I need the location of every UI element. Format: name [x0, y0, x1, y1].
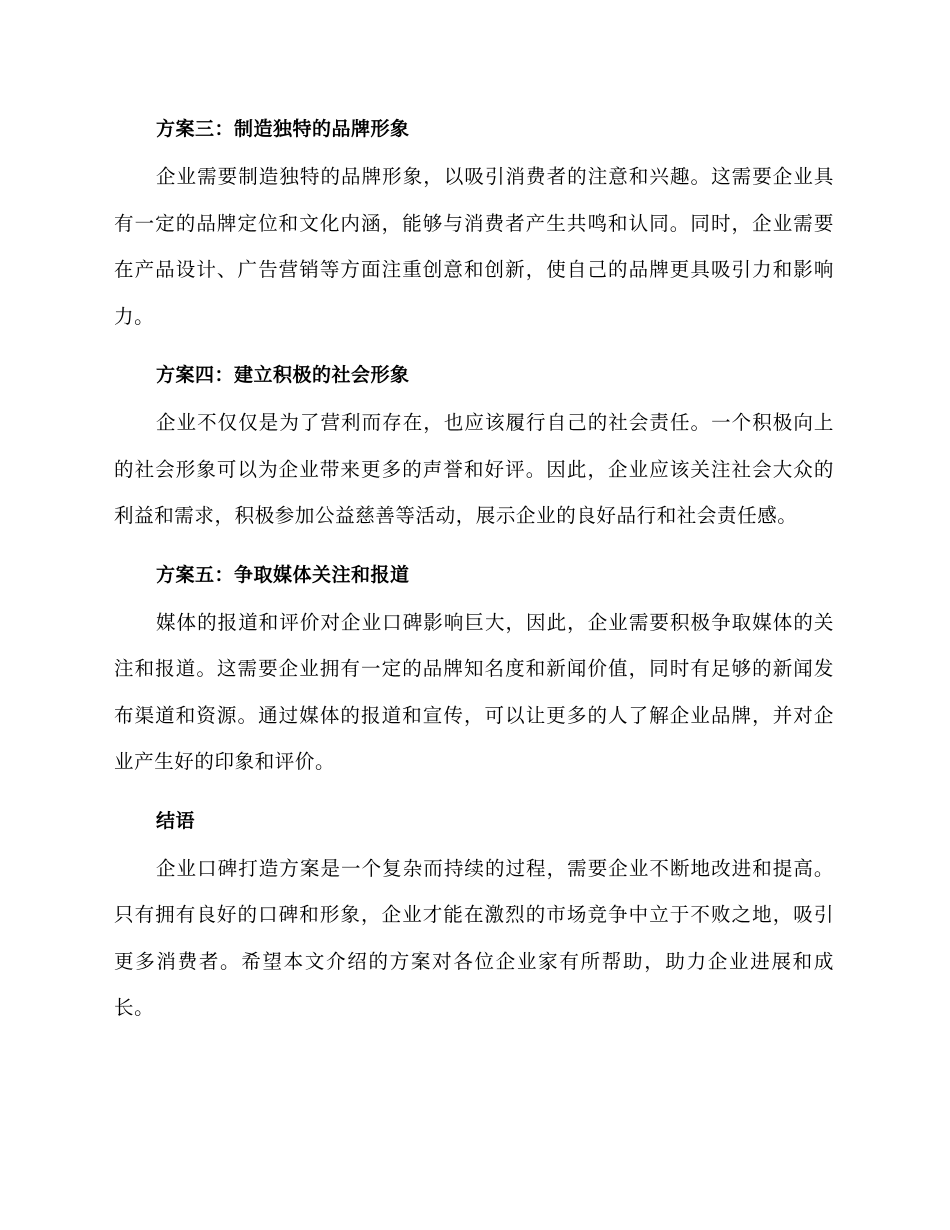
- section-plan-three: [114, 104, 834, 340]
- section-paragraph: 媒体的报道和评价对企业口碑影响巨大，因此，企业需要积极争取媒体的关注和报道。这需要企业拥有一定的品牌知名度和新闻价值，同时有足够的新闻发布渠道和资源。通过媒体的报道和宣传，可以让更多的人了解企业品牌，并对企业产生好的印象和评价。: [114, 610, 834, 773]
- section-plan-five: [114, 550, 834, 786]
- section-heading: 结语: [156, 809, 196, 832]
- document-body: [114, 104, 834, 1032]
- section-paragraph: 企业口碑打造方案是一个复杂而持续的过程，需要企业不断地改进和提高。只有拥有良好的口碑和形象，企业才能在激烈的市场竞争中立于不败之地，吸引更多消费者。希望本文介绍的方案对各位企业家有所帮助，助力企业进展和成长。: [114, 856, 834, 1019]
- section-heading: 方案三：制造独特的品牌形象: [156, 118, 410, 140]
- section-paragraph: 企业需要制造独特的品牌形象，以吸引消费者的注意和兴趣。这需要企业具有一定的品牌定位和文化内涵，能够与消费者产生共鸣和认同。同时，企业需要在产品设计、广告营销等方面注重创意和创新，使自己的品牌更具吸引力和影响力。: [114, 165, 834, 328]
- section-paragraph: 企业不仅仅是为了营利而存在，也应该履行自己的社会责任。一个积极向上的社会形象可以为企业带来更多的声誉和好评。因此，企业应该关注社会大众的利益和需求，积极参加公益慈善等活动，展示企业的良好品行和社会责任感。: [114, 411, 834, 527]
- section-heading: 方案四：建立积极的社会形象: [156, 364, 410, 386]
- section-plan-four: [114, 350, 834, 540]
- section-heading: 方案五：争取媒体关注和报道: [156, 563, 410, 586]
- section-conclusion: [114, 796, 834, 1032]
